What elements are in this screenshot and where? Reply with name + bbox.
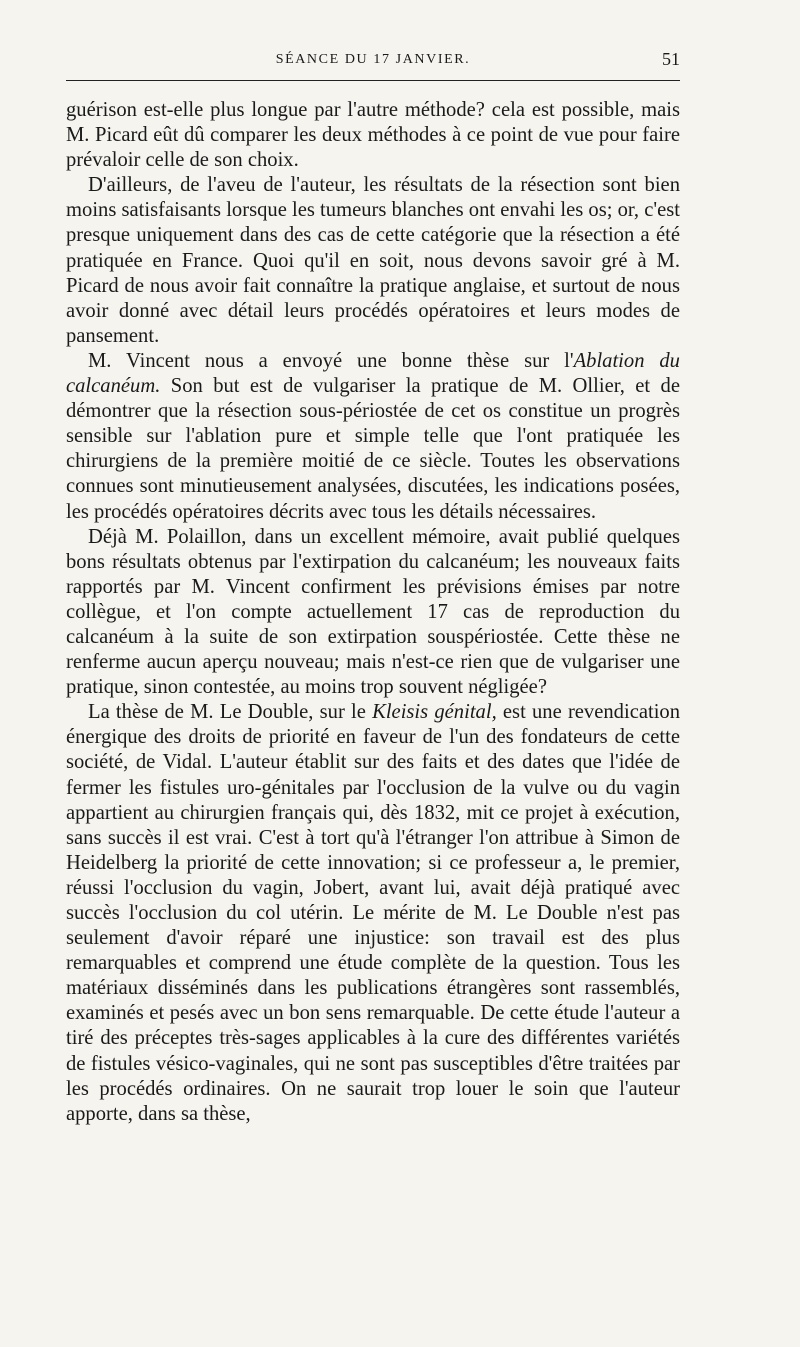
body-text — [66, 98, 680, 1127]
paragraph-text: guérison est-elle plus longue par l'autre méthode? cela est possible, mais M. Picard eût dû comparer les deux méthodes à ce point de vue pour faire prévaloir celle de son choix. — [66, 99, 680, 172]
paragraph-text: Déjà M. Polaillon, dans un excellent mémoire, avait publié quelques bons résultats obtenus par l'extirpation du calcanéum; les nouveaux faits rapportés par M. Vincent confirment les prévisions émises par notre collègue, et l'on compte actuellement 17 cas de reproduction du calcanéum à la suite de son extirpation souspériostée. Cette thèse ne renferme aucun aperçu nouveau; mais n'est-ce rien que de vulgariser une pratique, sinon contestée, au moins trop souvent négligée? — [66, 525, 680, 699]
paragraph — [66, 349, 680, 525]
paragraph-text: M. Vincent nous a envoyé une bonne thèse sur l' — [88, 349, 574, 372]
header-rule — [66, 80, 680, 81]
paragraph — [66, 525, 680, 701]
paragraph — [66, 173, 680, 349]
italic-title: Ablation du calcanéum. — [66, 349, 680, 398]
running-title: SÉANCE DU 17 JANVIER. — [275, 52, 471, 67]
running-head — [66, 46, 680, 76]
page-number: 51 — [662, 49, 680, 69]
book-page — [66, 46, 681, 1125]
paragraph-text: Son but est de vulgariser la pratique de M. Ollier, et de démontrer que la résection sous-périostée de cet os constitue un progrès sensible sur l'ablation pure et simple telle que l'ont pratiquée les chirurgiens de la première moitié de ce siècle. Toutes les observations connues sont minutieusement analysées, discutées, les indications posées, les procédés opératoires décrits avec tous les détails nécessaires. — [66, 375, 680, 523]
paragraph — [66, 98, 680, 173]
paragraph-text: D'ailleurs, de l'aveu de l'auteur, les résultats de la résection sont bien moins satisfaisants lorsque les tumeurs blanches ont envahi les os; or, c'est presque uniquement dans des cas de cette catégorie que la résection a été pratiquée en France. Quoi qu'il en soit, nous devons savoir gré à M. Picard de nous avoir fait connaître la pratique anglaise, et surtout de nous avoir donné avec détail leurs procédés opératoires et leurs modes de pansement. — [66, 174, 680, 347]
paragraph-text: est une revendication énergique des droits de priorité en faveur de l'un des fondateurs de cette société, de Vidal. L'auteur établit sur des faits et des dates que l'idée de fermer les fistules uro-génitales par l'occlusion de la vulve ou du vagin appartient au chirurgien français qui, dès 1832, mit ce projet à exécution, sans succès il est vrai. C'est à tort qu'à l'étranger l'on attribue à Simon de Heidelberg la priorité de cette innovation; si ce professeur a, le premier, réussi l'occlusion du vagin, Jobert, avant lui, avait déjà pratiqué avec succès l'occlusion du col utérin. Le mérite de M. Le Double n'est pas seulement d'avoir réparé une injustice: son travail est des plus remarquables et comprend une étude complète de la question. Tous les matériaux disséminés dans les publications étrangères sont rassemblés, examinés et pesés avec un bon sens remarquable. De cette étude l'auteur a tiré des préceptes très-sages applicables à la cure des différentes variétés de fistules vésico-vaginales, qui ne sont pas susceptibles d'être traitées par les procédés ordinaires. On ne saurait trop louer le soin que l'auteur apporte, dans sa thèse, — [66, 701, 681, 1125]
paragraph — [66, 700, 680, 1127]
paragraph-text: La thèse de M. Le Double, sur le — [88, 701, 373, 724]
italic-title: Kleisis génital, — [372, 701, 497, 724]
